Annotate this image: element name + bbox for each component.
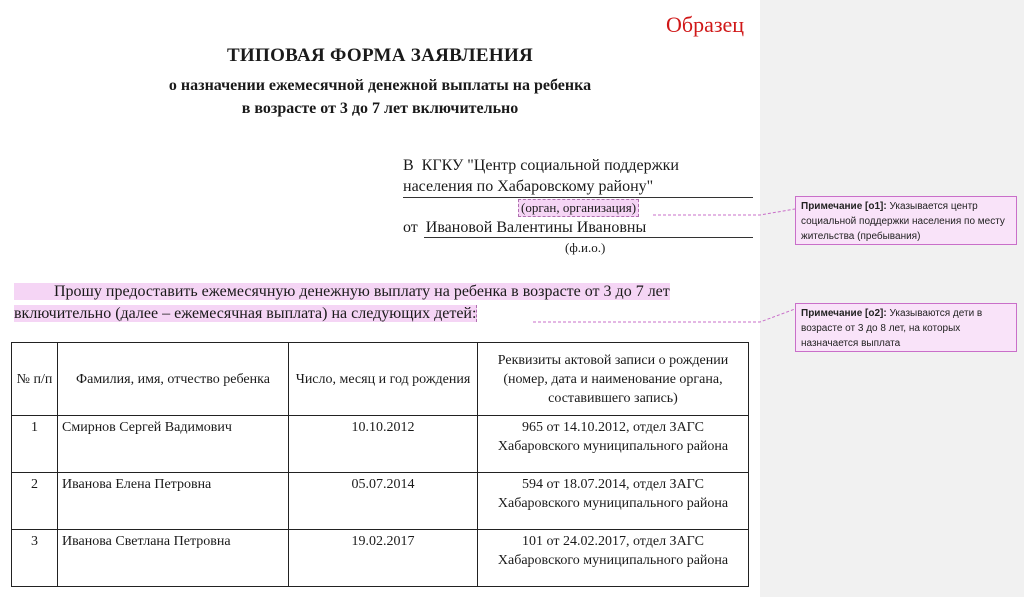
header-birth: Число, месяц и год рождения (289, 343, 478, 416)
fio-caption: (ф.и.о.) (565, 240, 606, 255)
table-row (12, 530, 749, 587)
table-row (12, 416, 749, 473)
comment-o2-text: Указываются дети в возрасте от 3 до 8 лет, на которых назначается выплата (801, 308, 983, 349)
row-num: 1 (12, 416, 58, 473)
header-name: Фамилия, имя, отчество ребенка (58, 343, 289, 416)
request-line2 (14, 305, 477, 323)
addressee-organization-1: КГКУ "Центр социальной поддержки (421, 157, 679, 174)
row-record: 101 от 24.02.2017, отдел ЗАГС Хабаровского муниципального района (478, 530, 749, 587)
request-line1-text[interactable]: Прошу предоставить ежемесячную денежную выплату на ребенка в возрасте от 3 до 7 лет (14, 283, 670, 300)
organ-caption[interactable]: (орган, организация) (518, 199, 639, 217)
applicant-line (403, 219, 646, 237)
row-record: 965 от 14.10.2012, отдел ЗАГС Хабаровского муниципального района (478, 416, 749, 473)
header-num: № п/п (12, 343, 58, 416)
from-prefix: от (403, 219, 418, 236)
row-name: Иванова Светлана Петровна (58, 530, 289, 587)
addressee-line1 (403, 157, 679, 175)
applicant-name: Ивановой Валентины Ивановны (425, 219, 647, 236)
row-name: Смирнов Сергей Вадимович (58, 416, 289, 473)
comment-o1-label: Примечание [o1]: (801, 201, 887, 212)
children-table (11, 342, 749, 587)
form-title: ТИПОВАЯ ФОРМА ЗАЯВЛЕНИЯ (226, 45, 534, 66)
row-birth: 10.10.2012 (289, 416, 478, 473)
header-record: Реквизиты актовой записи о рождении (номер, дата и наименование органа, составившего запись) (478, 343, 749, 416)
addressee-prefix: В (403, 157, 414, 174)
table-header-row (12, 343, 749, 416)
form-subtitle-line1: о назначении ежемесячной денежной выплаты на ребенка (168, 77, 592, 94)
row-birth: 19.02.2017 (289, 530, 478, 587)
sample-stamp: Образец (666, 12, 745, 37)
comment-o2[interactable] (795, 303, 1017, 352)
addressee-underline (403, 197, 753, 198)
row-num: 2 (12, 473, 58, 530)
row-birth: 05.07.2014 (289, 473, 478, 530)
row-record: 594 от 18.07.2014, отдел ЗАГС Хабаровского муниципального района (478, 473, 749, 530)
row-name: Иванова Елена Петровна (58, 473, 289, 530)
request-line1 (14, 283, 670, 301)
table-row (12, 473, 749, 530)
request-line2-text[interactable]: включительно (далее – ежемесячная выплата) на следующих детей: (14, 305, 477, 322)
addressee-line2: населения по Хабаровскому району" (403, 178, 654, 195)
row-num: 3 (12, 530, 58, 587)
comment-o2-label: Примечание [o2]: (801, 308, 887, 319)
comment-o1[interactable] (795, 196, 1017, 245)
comment-o1-text: Указывается центр социальной поддержки населения по месту жительства (пребывания) (801, 201, 1005, 242)
form-subtitle-line2: в возрасте от 3 до 7 лет включительно (241, 100, 519, 117)
applicant-underline (424, 237, 753, 238)
comments-pane (760, 0, 1024, 597)
